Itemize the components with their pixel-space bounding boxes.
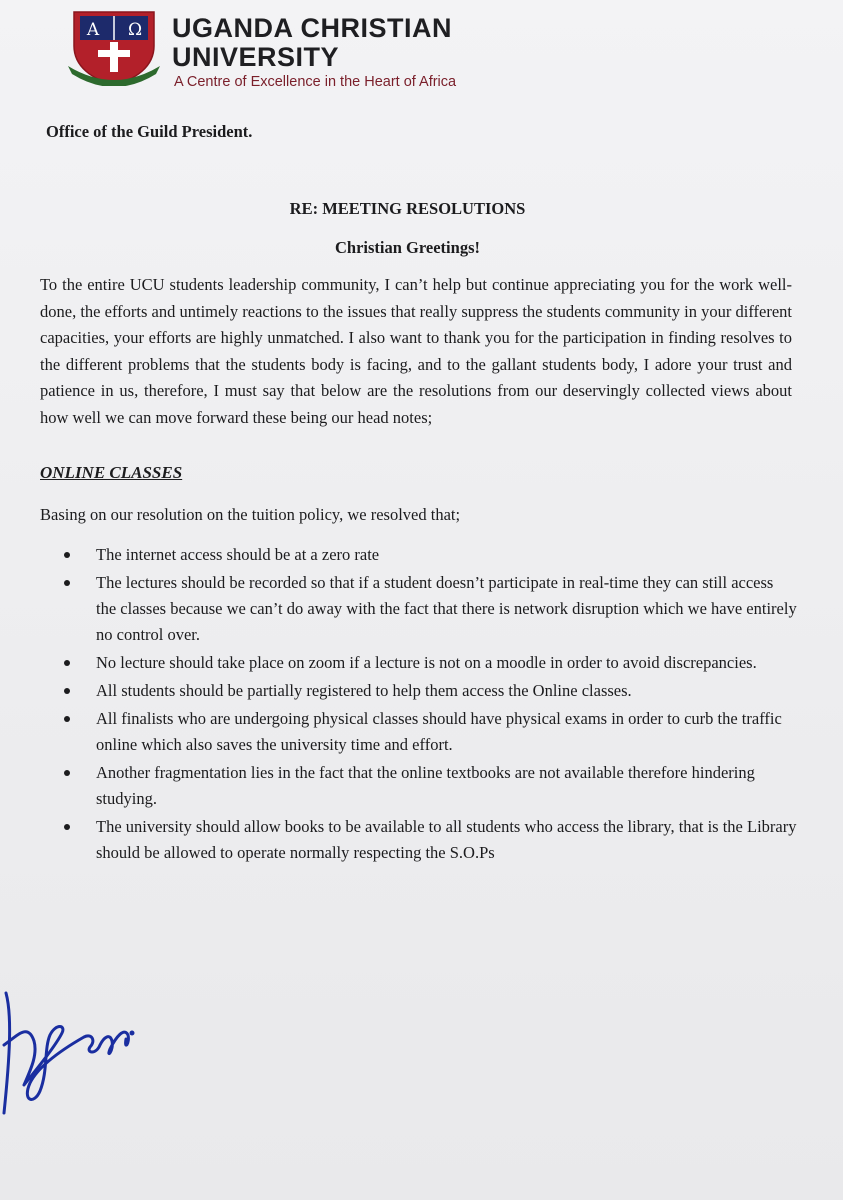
handwritten-signature — [0, 975, 150, 1125]
list-item — [62, 542, 797, 568]
university-name — [172, 14, 452, 72]
university-tagline: A Centre of Excellence in the Heart of Africa — [174, 74, 457, 90]
bullet-icon — [64, 716, 70, 722]
svg-text:Ω: Ω — [127, 20, 143, 40]
list-item-text: The university should allow books to be available to all students who access the library, that is the Library should be allowed to operate normally respecting the S.O.Ps — [96, 817, 797, 862]
office-line: Office of the Guild President. — [46, 122, 253, 141]
bullet-icon — [64, 580, 70, 586]
greeting-wrapper — [0, 238, 843, 258]
list-item-text: All finalists who are undergoing physical classes should have physical exams in order to curb the traffic online which also saves the university time and effort. — [96, 709, 782, 754]
list-item — [62, 650, 797, 676]
list-item — [62, 678, 797, 704]
svg-text:Α: Α — [86, 20, 100, 40]
list-item-text: All students should be partially registered to help them access the Online classes. — [96, 681, 632, 700]
subject-line-wrapper — [0, 199, 843, 219]
bullet-icon — [64, 552, 70, 558]
section-heading: ONLINE CLASSES — [40, 463, 183, 482]
section-lead: Basing on our resolution on the tuition policy, we resolved that; — [40, 505, 461, 524]
resolutions-list — [62, 542, 797, 868]
letterhead — [66, 8, 626, 88]
list-item-text: The internet access should be at a zero rate — [96, 545, 380, 564]
intro-paragraph: To the entire UCU students leadership community, I can’t help but continue appreciating you for the work well-done, the efforts and untimely reactions to the issues that really suppress the students community in your different capacities, your efforts are highly unmatched. I also want to thank you for the participation in finding resolves to the different problems that the students body is facing, and to the gallant students body, I adore your trust and patience in us, therefore, I must say that below are the resolutions from our deservingly collected views about how well we can move forward these being our head notes; — [40, 275, 792, 427]
university-name-line2: UNIVERSITY — [172, 42, 340, 72]
university-crest-logo — [66, 8, 162, 86]
bullet-icon — [64, 660, 70, 666]
subject-line: RE: MEETING RESOLUTIONS — [289, 199, 526, 218]
greeting: Christian Greetings! — [335, 238, 480, 257]
list-item-text: The lectures should be recorded so that if a student doesn’t participate in real-time they can still access the classes because we can’t do away with the fact that there is network disruption which we have entirely no control over. — [96, 573, 797, 644]
list-item — [62, 570, 797, 648]
list-item-text: Another fragmentation lies in the fact that the online textbooks are not available therefore hindering studying. — [96, 763, 755, 808]
list-item-text: No lecture should take place on zoom if a lecture is not on a moodle in order to avoid discrepancies. — [96, 653, 757, 672]
list-item — [62, 760, 797, 812]
bullet-icon — [64, 688, 70, 694]
list-item — [62, 814, 797, 866]
list-item — [62, 706, 797, 758]
university-name-line1: UGANDA CHRISTIAN — [172, 13, 452, 43]
bullet-icon — [64, 770, 70, 776]
bullet-icon — [64, 824, 70, 830]
